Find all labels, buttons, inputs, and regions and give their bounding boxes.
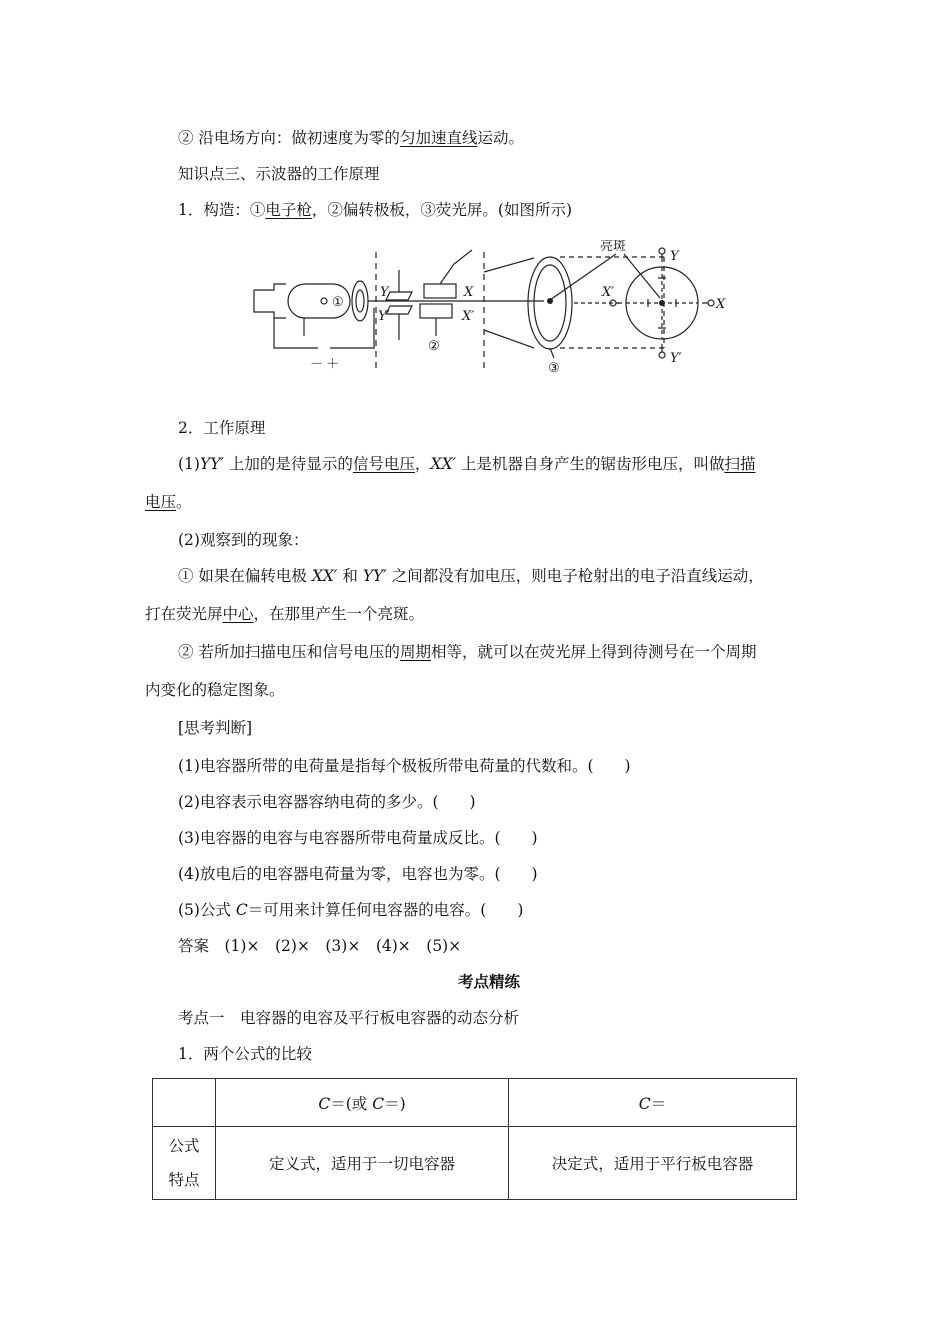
label-plates: ②: [428, 339, 440, 354]
para-line: ② 沿电场方向：做初速度为零的匀加速直线运动。: [178, 129, 524, 147]
label-spot: 亮斑: [600, 240, 627, 254]
section-title: 考点精练: [458, 972, 521, 991]
screen-y-prime: Y′: [670, 351, 682, 366]
label-plus: ＋: [326, 357, 340, 372]
table-cell: 定义式，适用于一切电容器: [216, 1127, 509, 1200]
para-line: 打在荧光屏中心，在那里产生一个亮斑。: [145, 605, 425, 623]
para-line: ① 如果在偏转电极 XX′ 和 YY′ 之间都没有加电压，则电子枪射出的电子沿直线运动，: [178, 567, 764, 585]
para-line: 1．两个公式的比较: [178, 1045, 312, 1063]
para-line: ② 若所加扫描电压和信号电压的周期相等，就可以在荧光屏上得到待测号在一个周期: [178, 643, 757, 661]
table-header-cell: C＝: [509, 1079, 797, 1127]
label-y: Y: [380, 285, 389, 300]
label-x-prime: X′: [462, 309, 475, 324]
para-line: 1．构造：①电子枪，②偏转极板，③荧光屏。(如图所示): [178, 201, 572, 219]
label-screen: ③: [548, 361, 560, 376]
para-line: (2)观察到的现象：: [178, 531, 309, 549]
question-item: (3)电容器的电容与电容器所带电荷量成反比。( ): [178, 829, 538, 847]
oscilloscope-diagram: [244, 240, 744, 382]
question-item: (5)公式 C＝可用来计算任何电容器的电容。( ): [178, 901, 524, 919]
section-heading: 2．工作原理: [178, 419, 266, 437]
para-line: [思考判断]: [178, 719, 253, 737]
para-line: 考点一 电容器的电容及平行板电容器的动态分析: [178, 1009, 520, 1027]
para-line: 内变化的稳定图象。: [145, 681, 285, 699]
question-item: (4)放电后的电容器电荷量为零，电容也为零。( ): [178, 865, 538, 883]
screen-y: Y: [670, 249, 679, 264]
label-minus: －: [310, 357, 324, 372]
para-line: 电压。: [145, 493, 192, 511]
label-x: X: [464, 285, 474, 300]
formula-comparison-table: [152, 1078, 797, 1200]
screen-x: X: [716, 297, 726, 312]
label-y-prime: Y′: [378, 309, 390, 324]
section-heading: 知识点三、示波器的工作原理: [178, 165, 380, 183]
table-header-cell: C＝(或 C＝): [216, 1079, 509, 1127]
table-cell: 决定式，适用于平行板电容器: [509, 1127, 797, 1200]
answer-line: 答案 (1)× (2)× (3)× (4)× (5)×: [178, 937, 462, 955]
table-row-label: 公式 特点: [153, 1127, 216, 1200]
question-item: (1)电容器所带的电荷量是指每个极板所带电荷量的代数和。( ): [178, 757, 631, 775]
question-item: (2)电容表示电容器容纳电荷的多少。( ): [178, 793, 476, 811]
para-line: (1)YY′ 上加的是待显示的信号电压，XX′ 上是机器自身产生的锯齿形电压，叫做扫描: [178, 455, 756, 473]
table-corner-cell: [153, 1079, 216, 1127]
screen-x-prime: X′: [602, 285, 615, 300]
label-gun: ①: [332, 295, 344, 310]
